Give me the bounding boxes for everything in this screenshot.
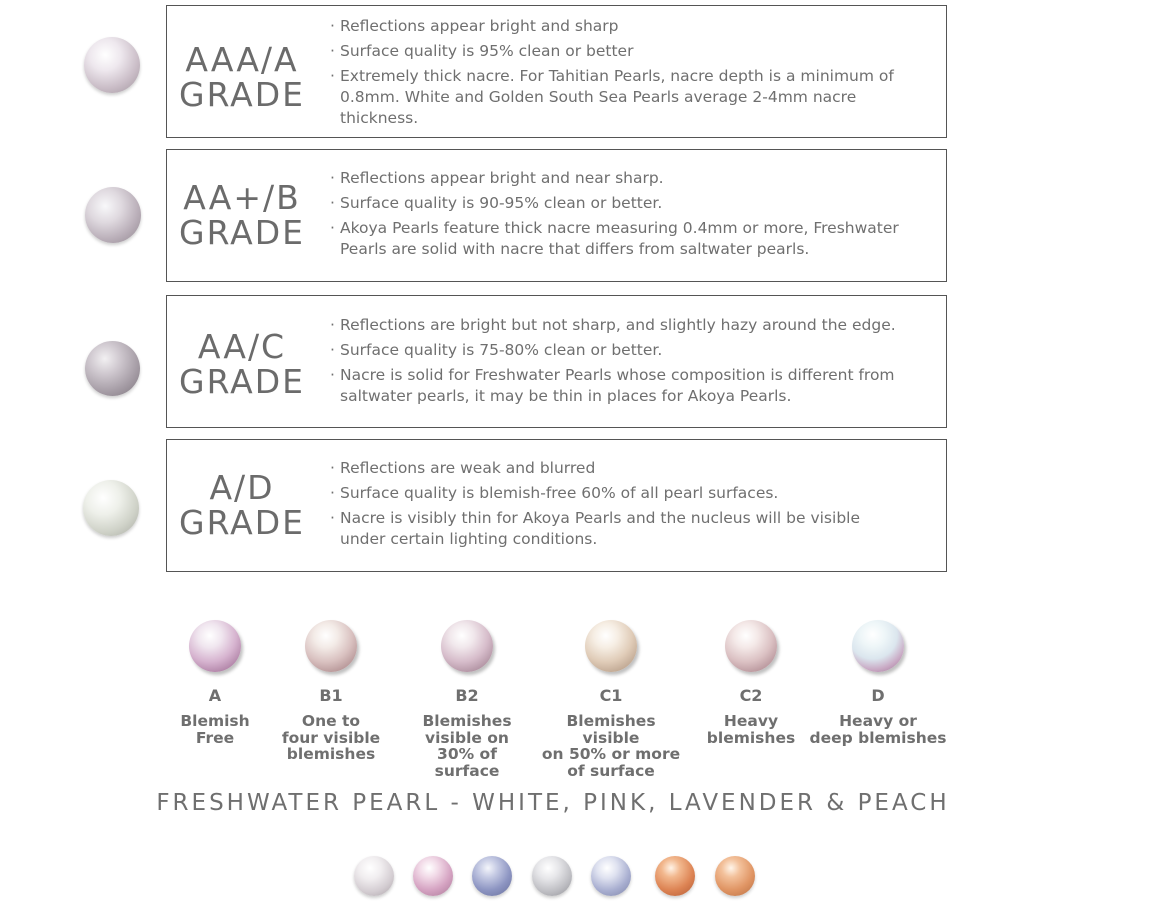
grade-title-line1: AA/C xyxy=(197,327,287,366)
freshwater-heading: FRESHWATER PEARL - WHITE, PINK, LAVENDER & PEACH xyxy=(156,790,950,816)
blemish-code: A xyxy=(208,686,222,705)
grade-bullet: · Surface quality is 75-80% clean or better. xyxy=(330,340,934,361)
blemish-description: Heavy or deep blemishes xyxy=(809,712,947,747)
grade-bullets xyxy=(330,168,934,264)
grade-card-aa-plus-b xyxy=(166,149,947,282)
pearl-color-silver xyxy=(532,856,572,896)
blemish-code: B1 xyxy=(319,686,343,705)
blemish-sample-b2 xyxy=(402,620,532,779)
blemish-sample-d xyxy=(808,620,948,746)
blemish-pearl-image xyxy=(189,620,241,672)
grade-title xyxy=(167,329,317,399)
blemish-description: Blemishes visible on 50% or more of surface xyxy=(541,712,681,780)
grade-bullet: · Nacre is visibly thin for Akoya Pearls and the nucleus will be visible under certain lighting conditions. xyxy=(330,508,934,550)
pearl-color-white xyxy=(354,856,394,896)
grade-pearl-aa-plus xyxy=(85,187,141,243)
grade-card-a-d xyxy=(166,439,947,572)
grade-title-line2: GRADE xyxy=(179,503,305,542)
blemish-pearl-image xyxy=(305,620,357,672)
grade-title xyxy=(167,470,317,540)
pearl-color-lavender-blue xyxy=(472,856,512,896)
blemish-code: B2 xyxy=(455,686,479,705)
pearl-color-peach-dark xyxy=(655,856,695,896)
grade-pearl-aaa xyxy=(84,37,140,93)
blemish-sample-b1 xyxy=(276,620,386,763)
grade-title-line2: GRADE xyxy=(179,362,305,401)
grade-bullet: · Reflections appear bright and sharp xyxy=(330,16,934,37)
grade-title-line2: GRADE xyxy=(179,75,305,114)
grade-bullet: · Reflections are bright but not sharp, and slightly hazy around the edge. xyxy=(330,315,934,336)
pearl-color-pink xyxy=(413,856,453,896)
blemish-description: One to four visible blemishes xyxy=(281,712,381,763)
grade-bullets xyxy=(330,16,934,133)
grade-card-aaa-a xyxy=(166,5,947,138)
grade-pearl-aa xyxy=(85,341,140,396)
blemish-sample-c2 xyxy=(701,620,801,746)
pearl-color-peach xyxy=(715,856,755,896)
blemish-description: Heavy blemishes xyxy=(706,712,796,747)
pearl-color-lavender xyxy=(591,856,631,896)
grade-title-line1: A/D xyxy=(209,468,275,507)
grade-bullet: · Reflections are weak and blurred xyxy=(330,458,934,479)
blemish-description: Blemish Free xyxy=(180,712,250,747)
grade-card-aa-c xyxy=(166,295,947,428)
grade-bullet: · Akoya Pearls feature thick nacre measuring 0.4mm or more, Freshwater Pearls are solid with nacre that differs from saltwater pearls. xyxy=(330,218,934,260)
blemish-description: Blemishes visible on 30% of surface xyxy=(422,712,512,780)
grade-bullets xyxy=(330,458,934,554)
grade-bullet: · Extremely thick nacre. For Tahitian Pearls, nacre depth is a minimum of 0.8mm. White and Golden South Sea Pearls average 2-4mm nacre thickness. xyxy=(330,66,934,129)
grade-title-line2: GRADE xyxy=(179,213,305,252)
blemish-pearl-image xyxy=(725,620,777,672)
blemish-code: C2 xyxy=(739,686,763,705)
blemish-sample-a xyxy=(165,620,265,746)
grade-bullet: · Surface quality is blemish-free 60% of all pearl surfaces. xyxy=(330,483,934,504)
blemish-pearl-image xyxy=(852,620,904,672)
grade-title-line1: AAA/A xyxy=(185,40,299,79)
grade-title-line1: AA+/B xyxy=(183,178,301,217)
grade-bullet: · Surface quality is 90-95% clean or better. xyxy=(330,193,934,214)
blemish-pearl-image xyxy=(585,620,637,672)
blemish-pearl-image xyxy=(441,620,493,672)
grade-bullet: · Reflections appear bright and near sharp. xyxy=(330,168,934,189)
grade-bullets xyxy=(330,315,934,411)
blemish-code: C1 xyxy=(599,686,623,705)
grade-title xyxy=(167,180,317,250)
grade-pearl-a xyxy=(83,480,139,536)
grade-title xyxy=(167,42,317,112)
blemish-sample-c1 xyxy=(536,620,686,779)
grade-bullet: · Nacre is solid for Freshwater Pearls whose composition is different from saltwater pearls, it may be thin in places for Akoya Pearls. xyxy=(330,365,934,407)
blemish-code: D xyxy=(871,686,885,705)
grade-bullet: · Surface quality is 95% clean or better xyxy=(330,41,934,62)
